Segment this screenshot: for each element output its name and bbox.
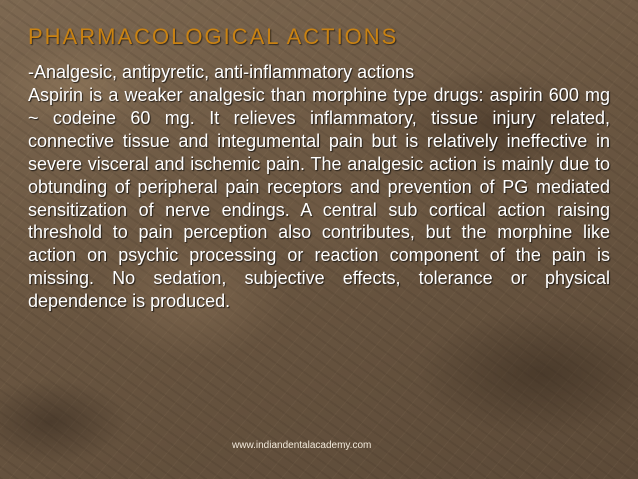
slide-subtitle: -Analgesic, antipyretic, anti-inflammatory actions: [28, 62, 415, 82]
slide-body-text: Aspirin is a weaker analgesic than morphine type drugs: aspirin 600 mg ~ codeine 60 mg. It relieves inflammatory, tissue injury related, connective tissue and integumental pain but is relatively ineffective in severe visceral and ischemic pain. The analgesic action is mainly due to obtunding of peripheral pain receptors and prevention of PG mediated sensitization of nerve endings. A central sub cortical action raising threshold to pain perception also contributes, but the morphine like action on psychic processing or reaction component of the pain is missing. No sedation, subjective effects, tolerance or physical dependence is produced.: [28, 85, 610, 312]
watermark-text: www.indiandentalacademy.com: [232, 440, 372, 451]
slide-title: PHARMACOLOGICAL ACTIONS: [28, 24, 399, 49]
